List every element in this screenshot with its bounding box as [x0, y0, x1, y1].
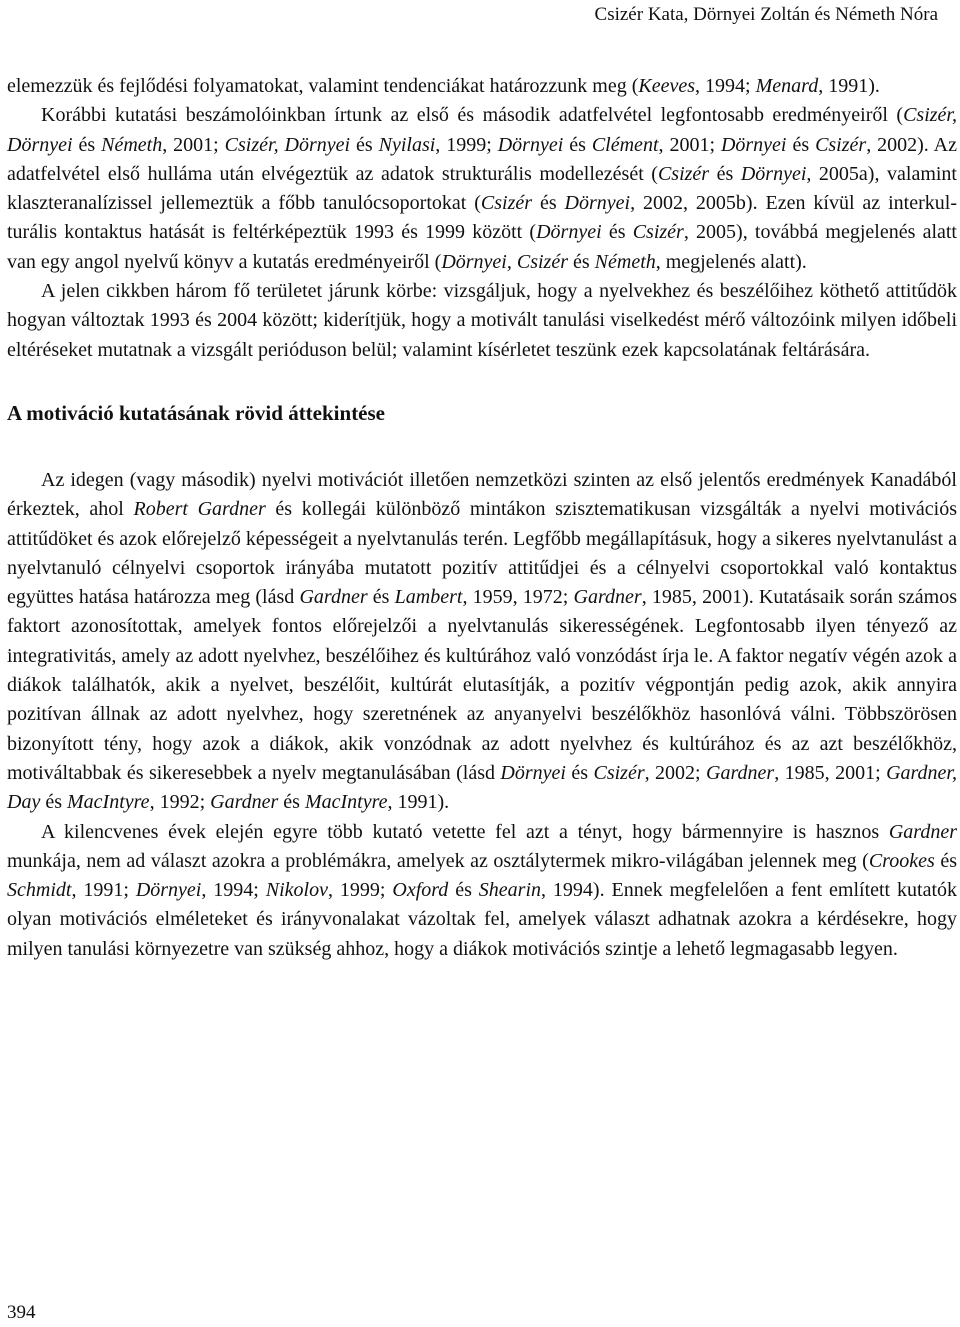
section-heading: A motiváció kutatásának rövid áttekintése	[7, 400, 385, 425]
paragraph-nineties-research: A kilencvenes évek elején egyre több kutató vetette fel azt a tényt, hogy bármennyire is hasznos Gardner munkája, nem ad választ azokra a problémákra, amelyek az osztálytermek mikro-világában jelennek meg (Crookes és Schmidt, 1991; Dörnyei, 1994; Nikolov, 1999; Oxford és Shearin, 1994). Ennek megfelelően a fent említett kutatók olyan motivációs elméleteket és irányvonalakat vázoltak fel, amelyek választ adhatnak azokra a kérdésekre, hogy milyen tanulási környezetre van szükség ahhoz, hogy a diákok motivációs szintje a lehető legmagasabb legyen.	[7, 820, 958, 960]
paragraph-previous-reports: Korábbi kutatási beszámolóinkban írtunk az első és második adatfelvétel legfontosabb eredményeiről (Csizér, Dörnyei és Németh, 2001; Csizér, Dörnyei és Nyilasi, 1999; Dörnyei és Clément, 2001; Dörnyei és Csizér, 2002). Az adatfelvétel első hulláma után elvégeztük az adatok strukturális modellezését (Csizér és Dörnyei, 2005a), valamint klaszteranalízissel jellemeztük a főbb tanulócsoportokat (Csizér és Dörnyei, 2002, 2005b). Ezen kívül az interkulturális kontaktus hatását is feltérképeztük 1993 és 1999 között (Dörnyei és Csizér, 2005), továbbá megjelenés alatt van egy angol nyelvű könyv a kutatás eredményeiről (Dörnyei, Csizér és Németh, megjelenés alatt).	[7, 104, 957, 273]
paragraph-continuation: elemezzük és fejlődési folyamatokat, valamint tendenciákat határozzunk meg (Keeves, 1994; Menard, 1991).	[7, 75, 880, 97]
paragraph-article-aims: A jelen cikkben három fő területet járunk körbe: vizsgáljuk, hogy a nyelvekhez és beszélőihez köthető attitűdök hogyan változtak 1993 és 2004 között; kiderítjük, hogy a motivált tanulási viselkedést mérő változóink milyen időbeli eltéréseket mutatnak a vizsgált perióduson belül; valamint kísérletet teszünk ezek kapcsolatának feltárására.	[7, 280, 957, 361]
running-header: Csizér Kata, Dörnyei Zoltán és Németh Nóra	[594, 4, 938, 25]
paragraph-gardner-research: Az idegen (vagy második) nyelvi motivációt illetően nemzetközi szinten az első jelentős eredmények Kanadából érkeztek, ahol Robert Gardner és kollegái különböző mintákon szisztematikusan vizsgálták a nyelvi motivációs attitűdöket és azok előrejelző képességeit a nyelvtanulás terén. Legfőbb megállapításuk, hogy a sikeres nyelvtanulást a nyelvtanuló célnyelvi csoportok irányába mutatott pozitív attitűdjei és a célnyelvi csoportokkal való kontaktus együttes hatása határozza meg (lásd Gardner és Lambert, 1959, 1972; Gardner, 1985, 2001). Kutatásaik során számos faktort azonosítottak, amelyek fontos előrejelzői a nyelvtanulás sikerességének. Legfontosabb ilyen tényező az integrativitás, amely az adott nyelvhez, beszélőihez és kultúrához való vonzódást írja le. A faktor negatív végén azok a diákok találhatók, akik a nyelvet, beszélőit, kultúrát elutasítják, a pozitív végpontján pedig azok, akik annyira pozitívan állnak az adott nyelvhez, hogy szeretnének az anyanyelvi beszélőkhöz hasonlóvá válni. Többszörösen bizonyított tény, hogy azok a diákok, akik vonzódnak az adott nyelvhez és kultúrához és az azt beszélőkhöz, motiváltabbak és sikeresebbek a nyelv megtanulásában (lásd Dörnyei és Csizér, 2002; Gardner, 1985, 2001; Gardner, Day és MacIntyre, 1992; Gardner és MacIntyre, 1991).	[7, 468, 957, 814]
page-number: 394	[7, 1302, 36, 1323]
page-body	[7, 72, 957, 964]
